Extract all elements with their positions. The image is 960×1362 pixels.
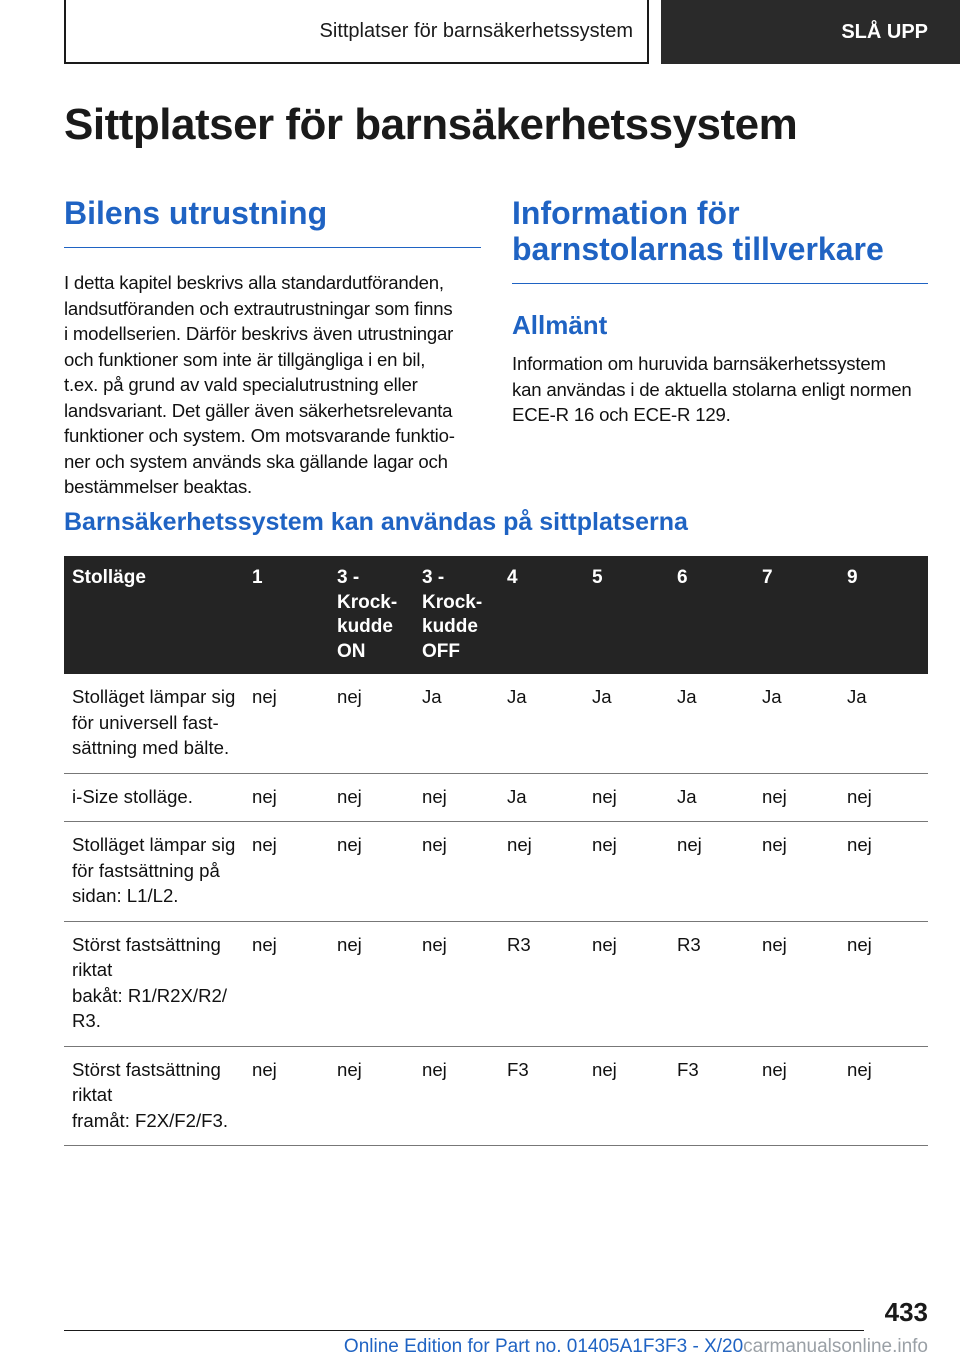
table-cell: nej bbox=[414, 773, 499, 822]
table-cell: nej bbox=[839, 822, 928, 922]
table-cell: nej bbox=[839, 921, 928, 1046]
right-section-divider bbox=[512, 283, 928, 284]
table-cell: nej bbox=[329, 674, 414, 773]
table-heading: Barnsäkerhetssystem kan användas på sittplatserna bbox=[64, 508, 688, 536]
table-cell: nej bbox=[414, 1046, 499, 1146]
row-label: Stolläget lämpar sig för fastsättning på sidan: L1/L2. bbox=[64, 822, 244, 922]
table-cell: nej bbox=[414, 822, 499, 922]
row-label: Stolläget lämpar sig för universell fast- sättning med bälte. bbox=[64, 674, 244, 773]
table-header bbox=[64, 556, 928, 674]
lookup-button-label: SLÅ UPP bbox=[841, 20, 928, 43]
table-cell: nej bbox=[244, 822, 329, 922]
table-cell: nej bbox=[669, 822, 754, 922]
table-cell: nej bbox=[244, 921, 329, 1046]
column-header-seat: 3 - Krock- kudde ON bbox=[329, 556, 414, 674]
table-cell: nej bbox=[584, 773, 669, 822]
right-section bbox=[512, 195, 928, 428]
table-cell: R3 bbox=[669, 921, 754, 1046]
column-header-seat: 7 bbox=[754, 556, 839, 674]
row-label: Störst fastsättning riktat bakåt: R1/R2X/R2/ R3. bbox=[64, 921, 244, 1046]
page-title: Sittplatser för barnsäkerhetssystem bbox=[64, 100, 798, 149]
column-header-seat: 9 bbox=[839, 556, 928, 674]
paragraph-line: bestämmelser beaktas. bbox=[64, 476, 253, 497]
lookup-button[interactable] bbox=[661, 0, 960, 64]
table-cell: nej bbox=[584, 822, 669, 922]
table-cell: Ja bbox=[414, 674, 499, 773]
table-cell: nej bbox=[414, 921, 499, 1046]
table-cell: F3 bbox=[499, 1046, 584, 1146]
table-row bbox=[64, 773, 928, 822]
table-cell: Ja bbox=[754, 674, 839, 773]
paragraph-line: I detta kapitel beskrivs alla standardutföranden, bbox=[64, 272, 444, 293]
table-cell: nej bbox=[329, 773, 414, 822]
table-cell: nej bbox=[329, 822, 414, 922]
paragraph-line: t.ex. på grund av vald specialutrustning eller bbox=[64, 374, 418, 395]
table-cell: F3 bbox=[669, 1046, 754, 1146]
table-cell: Ja bbox=[499, 674, 584, 773]
paragraph-line: i modellserien. Därför beskrivs även utrustningar bbox=[64, 323, 454, 344]
table-cell: nej bbox=[244, 1046, 329, 1146]
section-tab[interactable] bbox=[64, 0, 649, 64]
paragraph-line: och funktioner som inte är tillgängliga i en bil, bbox=[64, 348, 426, 370]
table-row bbox=[64, 1046, 928, 1146]
table-body bbox=[64, 674, 928, 1146]
paragraph-line: ECE-R 16 och ECE-R 129. bbox=[512, 404, 731, 425]
row-label: Störst fastsättning riktat framåt: F2X/F2/F3. bbox=[64, 1046, 244, 1146]
watermark-text: carmanualsonline.info bbox=[743, 1336, 928, 1357]
paragraph-line: funktioner och system. Om motsvarande funktio- bbox=[64, 425, 455, 446]
footer-edition bbox=[0, 1336, 928, 1358]
table-cell: nej bbox=[329, 1046, 414, 1146]
paragraph-line: Information om huruvida barnsäkerhetssystem bbox=[512, 353, 886, 374]
column-header-seat: 1 bbox=[244, 556, 329, 674]
paragraph-line: kan användas i de aktuella stolarna enligt normen bbox=[512, 378, 912, 400]
table-cell: Ja bbox=[669, 773, 754, 822]
heading-line: Information för bbox=[512, 195, 740, 231]
right-section-heading bbox=[512, 195, 928, 267]
left-section-divider bbox=[64, 247, 481, 248]
column-header-seat-position: Stolläge bbox=[64, 556, 244, 674]
page-number: 433 bbox=[884, 1297, 928, 1327]
table-row bbox=[64, 822, 928, 922]
table-cell: nej bbox=[754, 773, 839, 822]
seating-table bbox=[64, 556, 928, 1146]
table-cell: nej bbox=[839, 1046, 928, 1146]
table-cell: nej bbox=[584, 921, 669, 1046]
table-cell: nej bbox=[244, 773, 329, 822]
table-cell: Ja bbox=[499, 773, 584, 822]
table-row bbox=[64, 921, 928, 1046]
table-cell: nej bbox=[754, 921, 839, 1046]
left-section bbox=[64, 195, 481, 500]
right-section-paragraph bbox=[512, 351, 928, 428]
left-section-paragraph bbox=[64, 270, 481, 500]
footer-divider bbox=[64, 1330, 864, 1331]
column-header-seat: 6 bbox=[669, 556, 754, 674]
table-cell: nej bbox=[499, 822, 584, 922]
section-tab-label: Sittplatser för barnsäkerhetssystem bbox=[319, 19, 633, 42]
right-section-subheading: Allmänt bbox=[512, 310, 608, 340]
paragraph-line: ner och system används ska gällande lagar och bbox=[64, 450, 448, 472]
table-cell: nej bbox=[244, 674, 329, 773]
column-header-seat: 3 - Krock- kudde OFF bbox=[414, 556, 499, 674]
edition-text: Online Edition for Part no. 01405A1F3F3 - X/20 bbox=[343, 1336, 744, 1357]
table-header-row bbox=[64, 556, 928, 674]
table-cell: nej bbox=[839, 773, 928, 822]
table-cell: Ja bbox=[839, 674, 928, 773]
table-cell: nej bbox=[754, 1046, 839, 1146]
table-row bbox=[64, 674, 928, 773]
row-label: i-Size stolläge. bbox=[64, 773, 244, 822]
table-cell: nej bbox=[754, 822, 839, 922]
table-cell: R3 bbox=[499, 921, 584, 1046]
table-cell: nej bbox=[584, 1046, 669, 1146]
paragraph-line: landsvariant. Det gäller även säkerhetsrelevanta bbox=[64, 399, 453, 421]
table-cell: nej bbox=[329, 921, 414, 1046]
table-cell: Ja bbox=[669, 674, 754, 773]
table-cell: Ja bbox=[584, 674, 669, 773]
column-header-seat: 5 bbox=[584, 556, 669, 674]
paragraph-line: landsutföranden och extrautrustningar som finns bbox=[64, 297, 453, 319]
heading-line: barnstolarnas tillverkare bbox=[512, 231, 884, 267]
left-section-heading: Bilens utrustning bbox=[64, 195, 328, 231]
column-header-seat: 4 bbox=[499, 556, 584, 674]
